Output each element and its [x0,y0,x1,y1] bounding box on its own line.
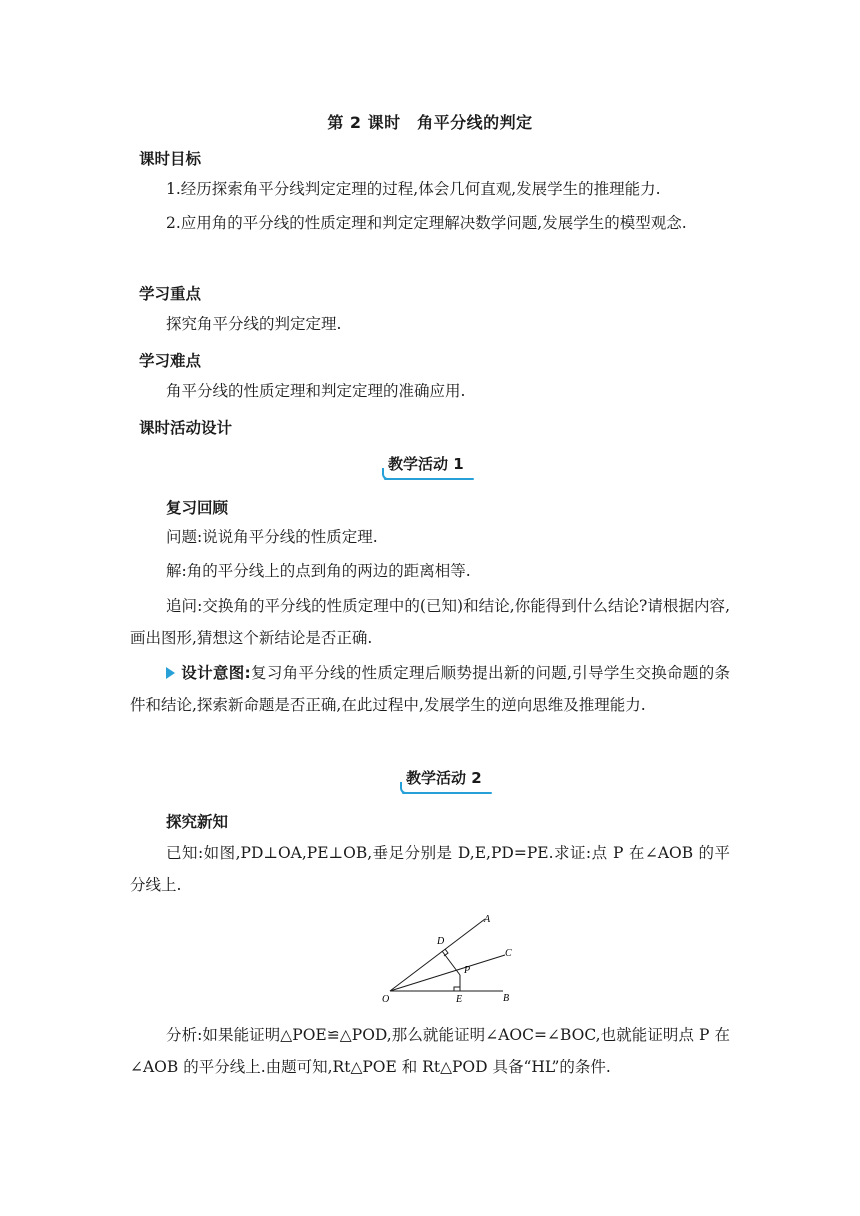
explore-heading: 探究新知 [166,813,229,831]
goal-item-2: 2.应用角的平分线的性质定理和判定定理解决数学问题,发展学生的模型观念. [166,214,687,232]
design-heading: 课时活动设计 [139,419,233,437]
ray-oc [390,955,505,991]
activity-2-badge [406,767,482,788]
activity-1-badge-label: 教学活动 1 [388,455,464,473]
right-angle-e [454,987,460,991]
goal-item-1: 1.经历探索角平分线判定定理的过程,体会几何直观,发展学生的推理能力. [166,180,661,198]
explore-given: 已知:如图,PD⊥OA,PE⊥OB,垂足分别是 D,E,PD=PE.求证:点 P 在∠AOB 的平分线上. [130,844,730,894]
badge-underline [402,792,492,794]
label-b: B [503,993,510,1004]
angle-bisector-figure [370,905,530,1010]
design-intent-label: 设计意图: [181,664,251,682]
design-intent-text: 复习角平分线的性质定理后顺势提出新的问题,引导学生交换命题的条件和结论,探索新命题是否正确,在此过程中,发展学生的逆向思维及推理能力. [130,664,730,714]
label-e: E [456,994,463,1005]
label-c: C [505,948,512,959]
label-a: A [484,914,491,925]
label-o: O [382,994,390,1005]
activity-2-badge-label: 教学活动 2 [406,769,482,787]
badge-underline [384,478,474,480]
page-title: 第 2 课时 角平分线的判定 [327,113,533,132]
difficulty-text: 角平分线的性质定理和判定定理的准确应用. [166,382,466,400]
design-intent [130,657,730,721]
triangle-bullet-icon [166,667,175,679]
key-text: 探究角平分线的判定定理. [166,315,342,333]
difficulty-heading: 学习难点 [139,352,202,370]
key-heading: 学习重点 [139,285,202,303]
review-question: 问题:说说角平分线的性质定理. [166,528,378,546]
label-d: D [437,936,445,947]
explore-analysis: 分析:如果能证明△POE≌△POD,那么就能证明∠AOC=∠BOC,也就能证明点 P 在∠AOB 的平分线上.由题可知,Rt△POE 和 Rt△POD 具备“HL”的条件. [130,1026,730,1076]
goal-heading: 课时目标 [139,150,202,168]
activity-1-badge [388,453,464,474]
label-p: P [464,965,471,976]
review-followup: 追问:交换角的平分线的性质定理中的(已知)和结论,你能得到什么结论?请根据内容,画出图形,猜想这个新结论是否正确. [130,597,730,647]
badge-hook [382,468,390,480]
ray-oa [390,919,485,991]
review-heading: 复习回顾 [166,499,229,517]
badge-hook [400,782,408,794]
review-answer: 解:角的平分线上的点到角的两边的距离相等. [166,562,471,580]
